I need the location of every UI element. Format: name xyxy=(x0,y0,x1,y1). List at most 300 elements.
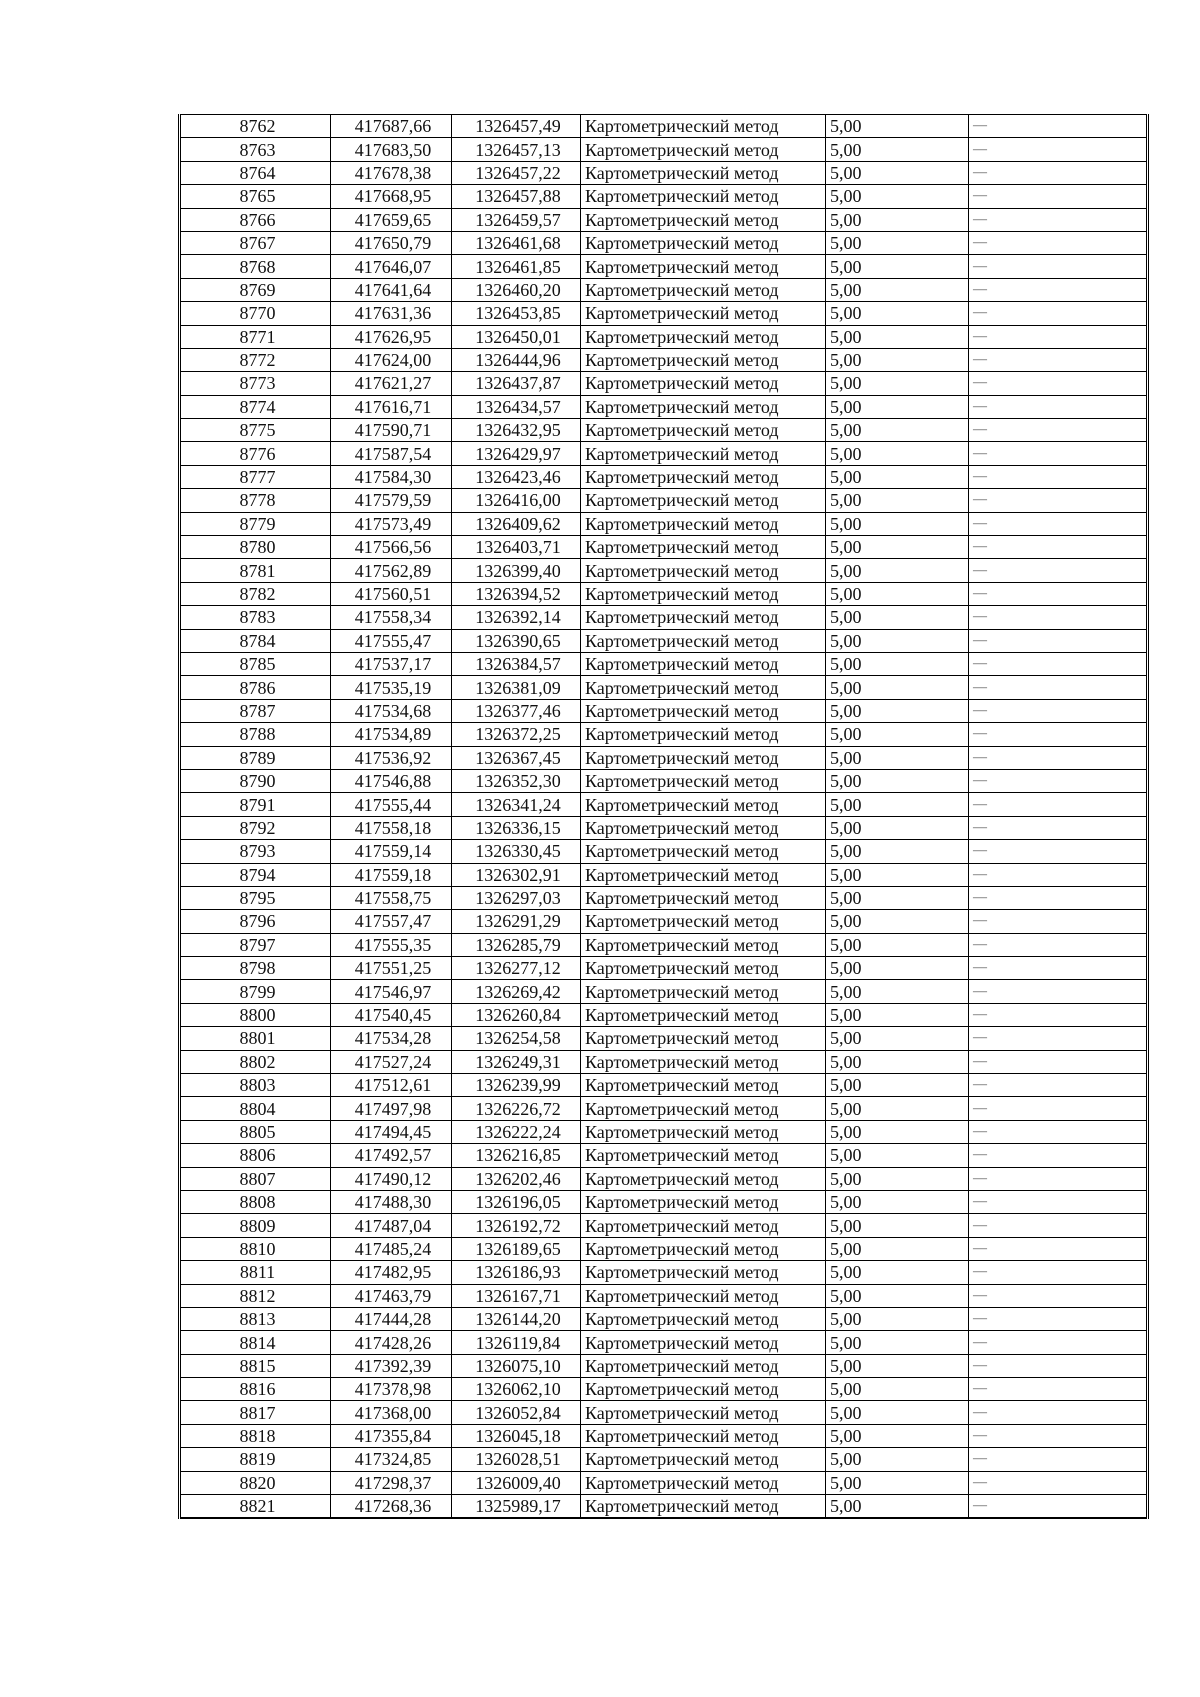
y-coordinate-cell: 1326416,00 xyxy=(452,489,581,512)
y-coordinate-cell: 1326367,45 xyxy=(452,746,581,769)
y-coordinate-cell: 1326330,45 xyxy=(452,840,581,863)
method-cell: Картометрический метод xyxy=(581,208,826,231)
x-coordinate-cell: 417497,98 xyxy=(331,1097,452,1120)
point-number-cell: 8775 xyxy=(180,419,331,442)
y-coordinate-cell: 1326381,09 xyxy=(452,676,581,699)
point-number-cell: 8767 xyxy=(180,231,331,254)
description-cell: — xyxy=(969,699,1148,722)
description-cell: — xyxy=(969,442,1148,465)
description-cell: — xyxy=(969,1424,1148,1447)
y-coordinate-cell: 1326459,57 xyxy=(452,208,581,231)
y-coordinate-cell: 1326457,49 xyxy=(452,115,581,138)
table-row xyxy=(180,185,1148,208)
accuracy-cell: 5,00 xyxy=(826,769,969,792)
coordinates-table xyxy=(178,114,1149,1519)
method-cell: Картометрический метод xyxy=(581,1471,826,1494)
accuracy-cell: 5,00 xyxy=(826,1027,969,1050)
method-cell: Картометрический метод xyxy=(581,1495,826,1519)
point-number-cell: 8770 xyxy=(180,302,331,325)
description-cell: — xyxy=(969,1190,1148,1213)
method-cell: Картометрический метод xyxy=(581,1237,826,1260)
x-coordinate-cell: 417490,12 xyxy=(331,1167,452,1190)
table-row xyxy=(180,442,1148,465)
method-cell: Картометрический метод xyxy=(581,161,826,184)
point-number-cell: 8818 xyxy=(180,1424,331,1447)
table-row xyxy=(180,863,1148,886)
table-row xyxy=(180,255,1148,278)
point-number-cell: 8762 xyxy=(180,115,331,138)
point-number-cell: 8777 xyxy=(180,465,331,488)
description-cell: — xyxy=(969,793,1148,816)
method-cell: Картометрический метод xyxy=(581,1401,826,1424)
y-coordinate-cell: 1326222,24 xyxy=(452,1120,581,1143)
table-row xyxy=(180,1401,1148,1424)
method-cell: Картометрический метод xyxy=(581,1261,826,1284)
description-cell: — xyxy=(969,1448,1148,1471)
table-row xyxy=(180,1190,1148,1213)
accuracy-cell: 5,00 xyxy=(826,1097,969,1120)
table-row xyxy=(180,1120,1148,1143)
x-coordinate-cell: 417558,18 xyxy=(331,816,452,839)
method-cell: Картометрический метод xyxy=(581,325,826,348)
x-coordinate-cell: 417540,45 xyxy=(331,1003,452,1026)
y-coordinate-cell: 1326144,20 xyxy=(452,1307,581,1330)
point-number-cell: 8778 xyxy=(180,489,331,512)
point-number-cell: 8805 xyxy=(180,1120,331,1143)
point-number-cell: 8765 xyxy=(180,185,331,208)
description-cell: — xyxy=(969,161,1148,184)
x-coordinate-cell: 417555,44 xyxy=(331,793,452,816)
accuracy-cell: 5,00 xyxy=(826,1050,969,1073)
x-coordinate-cell: 417368,00 xyxy=(331,1401,452,1424)
accuracy-cell: 5,00 xyxy=(826,1190,969,1213)
y-coordinate-cell: 1326062,10 xyxy=(452,1378,581,1401)
x-coordinate-cell: 417492,57 xyxy=(331,1144,452,1167)
y-coordinate-cell: 1326045,18 xyxy=(452,1424,581,1447)
accuracy-cell: 5,00 xyxy=(826,231,969,254)
accuracy-cell: 5,00 xyxy=(826,1424,969,1447)
accuracy-cell: 5,00 xyxy=(826,1354,969,1377)
y-coordinate-cell: 1326189,65 xyxy=(452,1237,581,1260)
method-cell: Картометрический метод xyxy=(581,1307,826,1330)
point-number-cell: 8797 xyxy=(180,933,331,956)
accuracy-cell: 5,00 xyxy=(826,1448,969,1471)
y-coordinate-cell: 1326392,14 xyxy=(452,606,581,629)
point-number-cell: 8803 xyxy=(180,1074,331,1097)
description-cell: — xyxy=(969,559,1148,582)
method-cell: Картометрический метод xyxy=(581,933,826,956)
x-coordinate-cell: 417621,27 xyxy=(331,372,452,395)
y-coordinate-cell: 1326409,62 xyxy=(452,512,581,535)
accuracy-cell: 5,00 xyxy=(826,1331,969,1354)
accuracy-cell: 5,00 xyxy=(826,185,969,208)
point-number-cell: 8821 xyxy=(180,1495,331,1519)
description-cell: — xyxy=(969,536,1148,559)
x-coordinate-cell: 417392,39 xyxy=(331,1354,452,1377)
accuracy-cell: 5,00 xyxy=(826,465,969,488)
y-coordinate-cell: 1326352,30 xyxy=(452,769,581,792)
method-cell: Картометрический метод xyxy=(581,419,826,442)
description-cell: — xyxy=(969,1307,1148,1330)
description-cell: — xyxy=(969,629,1148,652)
accuracy-cell: 5,00 xyxy=(826,606,969,629)
table-row xyxy=(180,582,1148,605)
y-coordinate-cell: 1326453,85 xyxy=(452,302,581,325)
y-coordinate-cell: 1326336,15 xyxy=(452,816,581,839)
y-coordinate-cell: 1326202,46 xyxy=(452,1167,581,1190)
y-coordinate-cell: 1326429,97 xyxy=(452,442,581,465)
point-number-cell: 8798 xyxy=(180,957,331,980)
y-coordinate-cell: 1326399,40 xyxy=(452,559,581,582)
accuracy-cell: 5,00 xyxy=(826,1284,969,1307)
method-cell: Картометрический метод xyxy=(581,886,826,909)
description-cell: — xyxy=(969,1144,1148,1167)
point-number-cell: 8808 xyxy=(180,1190,331,1213)
x-coordinate-cell: 417566,56 xyxy=(331,536,452,559)
table-row xyxy=(180,957,1148,980)
y-coordinate-cell: 1326285,79 xyxy=(452,933,581,956)
y-coordinate-cell: 1326297,03 xyxy=(452,886,581,909)
method-cell: Картометрический метод xyxy=(581,1003,826,1026)
x-coordinate-cell: 417650,79 xyxy=(331,231,452,254)
method-cell: Картометрический метод xyxy=(581,723,826,746)
description-cell: — xyxy=(969,1284,1148,1307)
method-cell: Картометрический метод xyxy=(581,278,826,301)
accuracy-cell: 5,00 xyxy=(826,1261,969,1284)
description-cell: — xyxy=(969,1495,1148,1519)
accuracy-cell: 5,00 xyxy=(826,1237,969,1260)
x-coordinate-cell: 417534,68 xyxy=(331,699,452,722)
method-cell: Картометрический метод xyxy=(581,231,826,254)
accuracy-cell: 5,00 xyxy=(826,302,969,325)
accuracy-cell: 5,00 xyxy=(826,652,969,675)
description-cell: — xyxy=(969,1237,1148,1260)
description-cell: — xyxy=(969,1331,1148,1354)
method-cell: Картометрический метод xyxy=(581,1144,826,1167)
description-cell: — xyxy=(969,676,1148,699)
point-number-cell: 8783 xyxy=(180,606,331,629)
x-coordinate-cell: 417558,34 xyxy=(331,606,452,629)
description-cell: — xyxy=(969,1401,1148,1424)
x-coordinate-cell: 417534,89 xyxy=(331,723,452,746)
x-coordinate-cell: 417557,47 xyxy=(331,910,452,933)
y-coordinate-cell: 1326196,05 xyxy=(452,1190,581,1213)
point-number-cell: 8771 xyxy=(180,325,331,348)
accuracy-cell: 5,00 xyxy=(826,419,969,442)
point-number-cell: 8781 xyxy=(180,559,331,582)
description-cell: — xyxy=(969,816,1148,839)
x-coordinate-cell: 417668,95 xyxy=(331,185,452,208)
table-row xyxy=(180,676,1148,699)
point-number-cell: 8763 xyxy=(180,138,331,161)
description-cell: — xyxy=(969,840,1148,863)
point-number-cell: 8764 xyxy=(180,161,331,184)
x-coordinate-cell: 417378,98 xyxy=(331,1378,452,1401)
point-number-cell: 8801 xyxy=(180,1027,331,1050)
method-cell: Картометрический метод xyxy=(581,115,826,138)
method-cell: Картометрический метод xyxy=(581,652,826,675)
accuracy-cell: 5,00 xyxy=(826,723,969,746)
table-row xyxy=(180,536,1148,559)
accuracy-cell: 5,00 xyxy=(826,536,969,559)
description-cell: — xyxy=(969,980,1148,1003)
x-coordinate-cell: 417560,51 xyxy=(331,582,452,605)
x-coordinate-cell: 417463,79 xyxy=(331,1284,452,1307)
x-coordinate-cell: 417558,75 xyxy=(331,886,452,909)
point-number-cell: 8789 xyxy=(180,746,331,769)
accuracy-cell: 5,00 xyxy=(826,1214,969,1237)
y-coordinate-cell: 1326434,57 xyxy=(452,395,581,418)
description-cell: — xyxy=(969,325,1148,348)
description-cell: — xyxy=(969,419,1148,442)
method-cell: Картометрический метод xyxy=(581,138,826,161)
description-cell: — xyxy=(969,582,1148,605)
method-cell: Картометрический метод xyxy=(581,676,826,699)
point-number-cell: 8779 xyxy=(180,512,331,535)
x-coordinate-cell: 417678,38 xyxy=(331,161,452,184)
method-cell: Картометрический метод xyxy=(581,582,826,605)
method-cell: Картометрический метод xyxy=(581,1354,826,1377)
point-number-cell: 8811 xyxy=(180,1261,331,1284)
method-cell: Картометрический метод xyxy=(581,769,826,792)
x-coordinate-cell: 417488,30 xyxy=(331,1190,452,1213)
description-cell: — xyxy=(969,863,1148,886)
y-coordinate-cell: 1326461,85 xyxy=(452,255,581,278)
accuracy-cell: 5,00 xyxy=(826,115,969,138)
table-row xyxy=(180,419,1148,442)
y-coordinate-cell: 1326457,88 xyxy=(452,185,581,208)
description-cell: — xyxy=(969,933,1148,956)
description-cell: — xyxy=(969,957,1148,980)
point-number-cell: 8799 xyxy=(180,980,331,1003)
method-cell: Картометрический метод xyxy=(581,536,826,559)
method-cell: Картометрический метод xyxy=(581,559,826,582)
description-cell: — xyxy=(969,512,1148,535)
point-number-cell: 8769 xyxy=(180,278,331,301)
table-row xyxy=(180,1027,1148,1050)
description-cell: — xyxy=(969,465,1148,488)
table-row xyxy=(180,980,1148,1003)
method-cell: Картометрический метод xyxy=(581,1424,826,1447)
table-row xyxy=(180,886,1148,909)
x-coordinate-cell: 417268,36 xyxy=(331,1495,452,1519)
y-coordinate-cell: 1326437,87 xyxy=(452,372,581,395)
table-row xyxy=(180,231,1148,254)
accuracy-cell: 5,00 xyxy=(826,699,969,722)
method-cell: Картометрический метод xyxy=(581,512,826,535)
table-row xyxy=(180,138,1148,161)
table-row xyxy=(180,115,1148,138)
x-coordinate-cell: 417512,61 xyxy=(331,1074,452,1097)
accuracy-cell: 5,00 xyxy=(826,910,969,933)
description-cell: — xyxy=(969,1120,1148,1143)
y-coordinate-cell: 1325989,17 xyxy=(452,1495,581,1519)
x-coordinate-cell: 417590,71 xyxy=(331,419,452,442)
table-row xyxy=(180,278,1148,301)
table-row xyxy=(180,372,1148,395)
point-number-cell: 8774 xyxy=(180,395,331,418)
accuracy-cell: 5,00 xyxy=(826,1307,969,1330)
y-coordinate-cell: 1326394,52 xyxy=(452,582,581,605)
point-number-cell: 8795 xyxy=(180,886,331,909)
y-coordinate-cell: 1326390,65 xyxy=(452,629,581,652)
y-coordinate-cell: 1326254,58 xyxy=(452,1027,581,1050)
x-coordinate-cell: 417527,24 xyxy=(331,1050,452,1073)
y-coordinate-cell: 1326403,71 xyxy=(452,536,581,559)
y-coordinate-cell: 1326269,42 xyxy=(452,980,581,1003)
description-cell: — xyxy=(969,278,1148,301)
description-cell: — xyxy=(969,255,1148,278)
table-row xyxy=(180,348,1148,371)
table-row xyxy=(180,793,1148,816)
point-number-cell: 8792 xyxy=(180,816,331,839)
method-cell: Картометрический метод xyxy=(581,980,826,1003)
method-cell: Картометрический метод xyxy=(581,1050,826,1073)
accuracy-cell: 5,00 xyxy=(826,512,969,535)
method-cell: Картометрический метод xyxy=(581,1074,826,1097)
table-row xyxy=(180,1003,1148,1026)
table-row xyxy=(180,840,1148,863)
description-cell: — xyxy=(969,138,1148,161)
x-coordinate-cell: 417584,30 xyxy=(331,465,452,488)
accuracy-cell: 5,00 xyxy=(826,816,969,839)
method-cell: Картометрический метод xyxy=(581,840,826,863)
x-coordinate-cell: 417485,24 xyxy=(331,1237,452,1260)
y-coordinate-cell: 1326260,84 xyxy=(452,1003,581,1026)
table-row xyxy=(180,1378,1148,1401)
x-coordinate-cell: 417494,45 xyxy=(331,1120,452,1143)
point-number-cell: 8820 xyxy=(180,1471,331,1494)
table-row xyxy=(180,465,1148,488)
description-cell: — xyxy=(969,372,1148,395)
table-row xyxy=(180,910,1148,933)
description-cell: — xyxy=(969,652,1148,675)
description-cell: — xyxy=(969,1050,1148,1073)
x-coordinate-cell: 417616,71 xyxy=(331,395,452,418)
method-cell: Картометрический метод xyxy=(581,348,826,371)
table-row xyxy=(180,933,1148,956)
table-row xyxy=(180,1050,1148,1073)
accuracy-cell: 5,00 xyxy=(826,980,969,1003)
point-number-cell: 8812 xyxy=(180,1284,331,1307)
table-row xyxy=(180,769,1148,792)
point-number-cell: 8791 xyxy=(180,793,331,816)
x-coordinate-cell: 417626,95 xyxy=(331,325,452,348)
table-row xyxy=(180,559,1148,582)
accuracy-cell: 5,00 xyxy=(826,1074,969,1097)
description-cell: — xyxy=(969,910,1148,933)
method-cell: Картометрический метод xyxy=(581,1331,826,1354)
method-cell: Картометрический метод xyxy=(581,1284,826,1307)
table-row xyxy=(180,512,1148,535)
description-cell: — xyxy=(969,1167,1148,1190)
table-row xyxy=(180,1214,1148,1237)
accuracy-cell: 5,00 xyxy=(826,325,969,348)
x-coordinate-cell: 417298,37 xyxy=(331,1471,452,1494)
y-coordinate-cell: 1326444,96 xyxy=(452,348,581,371)
table-row xyxy=(180,606,1148,629)
accuracy-cell: 5,00 xyxy=(826,395,969,418)
table-row xyxy=(180,1097,1148,1120)
point-number-cell: 8788 xyxy=(180,723,331,746)
y-coordinate-cell: 1326192,72 xyxy=(452,1214,581,1237)
table-row xyxy=(180,489,1148,512)
y-coordinate-cell: 1326450,01 xyxy=(452,325,581,348)
x-coordinate-cell: 417324,85 xyxy=(331,1448,452,1471)
method-cell: Картометрический метод xyxy=(581,1378,826,1401)
method-cell: Картометрический метод xyxy=(581,910,826,933)
table-row xyxy=(180,1261,1148,1284)
table-row xyxy=(180,1448,1148,1471)
table-row xyxy=(180,208,1148,231)
table-row xyxy=(180,1144,1148,1167)
x-coordinate-cell: 417444,28 xyxy=(331,1307,452,1330)
accuracy-cell: 5,00 xyxy=(826,886,969,909)
coordinates-table-body xyxy=(180,115,1148,1519)
method-cell: Картометрический метод xyxy=(581,1167,826,1190)
x-coordinate-cell: 417555,47 xyxy=(331,629,452,652)
x-coordinate-cell: 417646,07 xyxy=(331,255,452,278)
y-coordinate-cell: 1326302,91 xyxy=(452,863,581,886)
x-coordinate-cell: 417551,25 xyxy=(331,957,452,980)
point-number-cell: 8773 xyxy=(180,372,331,395)
accuracy-cell: 5,00 xyxy=(826,793,969,816)
x-coordinate-cell: 417573,49 xyxy=(331,512,452,535)
table-row xyxy=(180,1331,1148,1354)
description-cell: — xyxy=(969,1097,1148,1120)
accuracy-cell: 5,00 xyxy=(826,442,969,465)
x-coordinate-cell: 417355,84 xyxy=(331,1424,452,1447)
accuracy-cell: 5,00 xyxy=(826,278,969,301)
description-cell: — xyxy=(969,1214,1148,1237)
method-cell: Картометрический метод xyxy=(581,1027,826,1050)
method-cell: Картометрический метод xyxy=(581,793,826,816)
table-row xyxy=(180,1495,1148,1519)
accuracy-cell: 5,00 xyxy=(826,676,969,699)
x-coordinate-cell: 417534,28 xyxy=(331,1027,452,1050)
description-cell: — xyxy=(969,723,1148,746)
y-coordinate-cell: 1326341,24 xyxy=(452,793,581,816)
point-number-cell: 8793 xyxy=(180,840,331,863)
accuracy-cell: 5,00 xyxy=(826,746,969,769)
description-cell: — xyxy=(969,1261,1148,1284)
x-coordinate-cell: 417482,95 xyxy=(331,1261,452,1284)
description-cell: — xyxy=(969,348,1148,371)
x-coordinate-cell: 417579,59 xyxy=(331,489,452,512)
point-number-cell: 8814 xyxy=(180,1331,331,1354)
method-cell: Картометрический метод xyxy=(581,863,826,886)
x-coordinate-cell: 417536,92 xyxy=(331,746,452,769)
x-coordinate-cell: 417537,17 xyxy=(331,652,452,675)
point-number-cell: 8785 xyxy=(180,652,331,675)
description-cell: — xyxy=(969,1027,1148,1050)
y-coordinate-cell: 1326186,93 xyxy=(452,1261,581,1284)
point-number-cell: 8786 xyxy=(180,676,331,699)
point-number-cell: 8780 xyxy=(180,536,331,559)
table-row xyxy=(180,699,1148,722)
coordinates-sheet xyxy=(178,114,1146,1519)
table-row xyxy=(180,1424,1148,1447)
accuracy-cell: 5,00 xyxy=(826,629,969,652)
accuracy-cell: 5,00 xyxy=(826,1167,969,1190)
description-cell: — xyxy=(969,231,1148,254)
table-row xyxy=(180,1307,1148,1330)
method-cell: Картометрический метод xyxy=(581,957,826,980)
x-coordinate-cell: 417487,04 xyxy=(331,1214,452,1237)
description-cell: — xyxy=(969,886,1148,909)
accuracy-cell: 5,00 xyxy=(826,1495,969,1519)
accuracy-cell: 5,00 xyxy=(826,957,969,980)
